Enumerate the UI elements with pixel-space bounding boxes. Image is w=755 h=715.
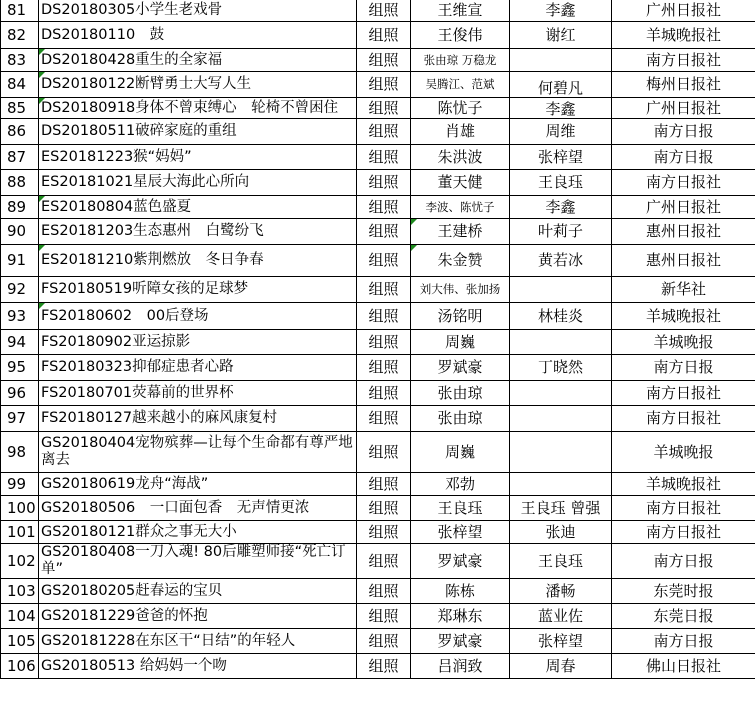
entry-publisher: 东莞时报 (612, 579, 755, 604)
entry-editor: 何碧凡 (510, 72, 612, 98)
entry-author: 郑琳东 (411, 604, 510, 629)
entry-category: 组照 (357, 496, 411, 521)
table-row (1, 654, 755, 679)
entry-editor: 蓝业佐 (510, 604, 612, 629)
entry-publisher: 南方日报 (612, 629, 755, 654)
entry-editor: 王良珏 曾强 (510, 496, 612, 521)
row-number: 89 (1, 196, 39, 219)
entry-publisher: 南方日报 (612, 544, 755, 579)
table-row (1, 119, 755, 145)
entry-category: 组照 (357, 406, 411, 432)
entry-author: 刘大伟、张加扬 (411, 277, 510, 303)
row-number: 87 (1, 145, 39, 170)
entry-publisher: 南方日报社 (612, 406, 755, 432)
entry-editor: 李鑫 (510, 196, 612, 219)
entry-title: GS20180408一刀入魂! 80后雕塑师接“死亡订单” (39, 544, 357, 579)
entry-publisher: 惠州日报社 (612, 219, 755, 245)
entry-author: 陈栋 (411, 579, 510, 604)
entry-title: DS20180122断臂勇士大写人生 (39, 72, 357, 98)
entry-author: 罗斌豪 (411, 355, 510, 381)
entry-author: 吕润致 (411, 654, 510, 679)
table-row (1, 544, 755, 579)
entry-title: DS20180110 鼓 (39, 22, 357, 49)
row-number: 93 (1, 303, 39, 330)
entry-category: 组照 (357, 579, 411, 604)
entry-publisher: 广州日报社 (612, 196, 755, 219)
entry-publisher: 南方日报 (612, 355, 755, 381)
table-row (1, 72, 755, 98)
entry-editor: 王良珏 (510, 170, 612, 196)
entry-editor: 谢红 (510, 22, 612, 49)
entry-publisher: 南方日报社 (612, 49, 755, 72)
entry-author: 王良珏 (411, 496, 510, 521)
entry-author: 朱洪波 (411, 145, 510, 170)
entry-category: 组照 (357, 22, 411, 49)
row-number: 104 (1, 604, 39, 629)
entry-title: FS20180602 00后登场 (39, 303, 357, 330)
entry-editor: 李鑫 (510, 0, 612, 22)
entry-author: 张由琼 (411, 381, 510, 406)
entry-author: 罗斌豪 (411, 544, 510, 579)
row-number: 106 (1, 654, 39, 679)
entry-category: 组照 (357, 170, 411, 196)
entry-editor: 周春 (510, 654, 612, 679)
entry-publisher: 南方日报社 (612, 521, 755, 544)
entry-publisher: 羊城晚报 (612, 432, 755, 473)
table-row (1, 473, 755, 496)
table-row (1, 406, 755, 432)
table-row (1, 245, 755, 277)
table-row (1, 629, 755, 654)
entry-publisher: 南方日报社 (612, 170, 755, 196)
entry-title: ES20181021星辰大海此心所向 (39, 170, 357, 196)
table-row (1, 219, 755, 245)
entry-author: 邓勃 (411, 473, 510, 496)
entry-author: 吴腾江、范斌 (411, 72, 510, 98)
entry-title: GS20181228在东区干“日结”的年轻人 (39, 629, 357, 654)
row-number: 82 (1, 22, 39, 49)
entry-author: 周巍 (411, 330, 510, 355)
entry-author: 汤铭明 (411, 303, 510, 330)
entry-category: 组照 (357, 432, 411, 473)
table-row (1, 330, 755, 355)
entry-editor (510, 473, 612, 496)
entry-title: FS20180323抑郁症患者心路 (39, 355, 357, 381)
entry-editor (510, 330, 612, 355)
row-number: 100 (1, 496, 39, 521)
entry-category: 组照 (357, 381, 411, 406)
table-row (1, 496, 755, 521)
entry-title: ES20180804蓝色盛夏 (39, 196, 357, 219)
row-number: 98 (1, 432, 39, 473)
entry-publisher: 南方日报社 (612, 496, 755, 521)
entry-author: 王维宣 (411, 0, 510, 22)
entry-editor: 叶莉子 (510, 219, 612, 245)
table-row (1, 98, 755, 119)
entry-title: ES20181203生态惠州 白鹭纷飞 (39, 219, 357, 245)
entry-author: 罗斌豪 (411, 629, 510, 654)
entry-title: DS20180428重生的全家福 (39, 49, 357, 72)
entry-publisher: 南方日报 (612, 145, 755, 170)
entry-category: 组照 (357, 654, 411, 679)
table-row (1, 196, 755, 219)
entry-publisher: 广州日报社 (612, 0, 755, 22)
row-number: 83 (1, 49, 39, 72)
entry-author: 李波、陈忧子 (411, 196, 510, 219)
table-row (1, 604, 755, 629)
entry-category: 组照 (357, 303, 411, 330)
entry-title: GS20180404宠物殡葬—让每个生命都有尊严地离去 (39, 432, 357, 473)
table-row (1, 22, 755, 49)
table-row (1, 579, 755, 604)
entry-category: 组照 (357, 330, 411, 355)
entry-publisher: 广州日报社 (612, 98, 755, 119)
entry-editor: 李鑫 (510, 98, 612, 119)
entry-title: DS20180918身体不曾束缚心 轮椅不曾困住 (39, 98, 357, 119)
table-row (1, 0, 755, 22)
row-number: 95 (1, 355, 39, 381)
row-number: 94 (1, 330, 39, 355)
entry-publisher: 梅州日报社 (612, 72, 755, 98)
row-number: 102 (1, 544, 39, 579)
entry-category: 组照 (357, 145, 411, 170)
entry-category: 组照 (357, 219, 411, 245)
entry-editor: 黄若冰 (510, 245, 612, 277)
entry-category: 组照 (357, 355, 411, 381)
entry-category: 组照 (357, 245, 411, 277)
entry-editor (510, 49, 612, 72)
entry-category: 组照 (357, 72, 411, 98)
entry-title: GS20181229爸爸的怀抱 (39, 604, 357, 629)
entry-category: 组照 (357, 119, 411, 145)
entry-category: 组照 (357, 604, 411, 629)
row-number: 99 (1, 473, 39, 496)
row-number: 105 (1, 629, 39, 654)
table-row (1, 432, 755, 473)
entry-title: DS20180305小学生老戏骨 (39, 0, 357, 22)
entry-editor (510, 406, 612, 432)
entry-editor (510, 381, 612, 406)
entry-publisher: 羊城晚报社 (612, 473, 755, 496)
row-number: 103 (1, 579, 39, 604)
entry-editor: 张梓望 (510, 629, 612, 654)
table-row (1, 303, 755, 330)
table-row (1, 145, 755, 170)
row-number: 97 (1, 406, 39, 432)
entry-category: 组照 (357, 277, 411, 303)
entry-editor: 林桂炎 (510, 303, 612, 330)
entry-title: GS20180121群众之事无大小 (39, 521, 357, 544)
table-row (1, 49, 755, 72)
entry-author: 周巍 (411, 432, 510, 473)
table-row (1, 277, 755, 303)
entry-title: FS20180127越来越小的麻风康复村 (39, 406, 357, 432)
entry-author: 张由琼 (411, 406, 510, 432)
entry-publisher: 羊城晚报 (612, 330, 755, 355)
entry-author: 张由琼 万稳龙 (411, 49, 510, 72)
row-number: 81 (1, 0, 39, 22)
entry-author: 张梓望 (411, 521, 510, 544)
row-number: 90 (1, 219, 39, 245)
entry-category: 组照 (357, 98, 411, 119)
table-row (1, 170, 755, 196)
entry-title: FS20180519听障女孩的足球梦 (39, 277, 357, 303)
entry-category: 组照 (357, 629, 411, 654)
row-number: 91 (1, 245, 39, 277)
row-number: 84 (1, 72, 39, 98)
row-number: 101 (1, 521, 39, 544)
entry-publisher: 南方日报 (612, 119, 755, 145)
entry-author: 王建桥 (411, 219, 510, 245)
table-row (1, 521, 755, 544)
entry-editor: 丁晓然 (510, 355, 612, 381)
entry-author: 朱金赞 (411, 245, 510, 277)
entry-publisher: 佛山日报社 (612, 654, 755, 679)
entry-title: DS20180511破碎家庭的重组 (39, 119, 357, 145)
entry-editor: 王良珏 (510, 544, 612, 579)
entry-title: GS20180619龙舟“海战” (39, 473, 357, 496)
entry-editor (510, 432, 612, 473)
entry-title: ES20181210紫荆燃放 冬日争春 (39, 245, 357, 277)
entry-publisher: 新华社 (612, 277, 755, 303)
entry-publisher: 南方日报社 (612, 381, 755, 406)
row-number: 85 (1, 98, 39, 119)
entry-category: 组照 (357, 521, 411, 544)
row-number: 96 (1, 381, 39, 406)
entry-author: 董天健 (411, 170, 510, 196)
entry-author: 王俊伟 (411, 22, 510, 49)
entry-title: FS20180902亚运掠影 (39, 330, 357, 355)
entry-title: GS20180513 给妈妈一个吻 (39, 654, 357, 679)
row-number: 92 (1, 277, 39, 303)
entry-publisher: 羊城晚报社 (612, 303, 755, 330)
entry-author: 肖雄 (411, 119, 510, 145)
entry-category: 组照 (357, 49, 411, 72)
entry-editor: 张梓望 (510, 145, 612, 170)
entry-editor: 张迪 (510, 521, 612, 544)
entry-category: 组照 (357, 196, 411, 219)
entry-title: ES20181223猴“妈妈” (39, 145, 357, 170)
entry-title: GS20180205赶春运的宝贝 (39, 579, 357, 604)
entry-category: 组照 (357, 473, 411, 496)
entry-publisher: 东莞日报 (612, 604, 755, 629)
entry-title: GS20180506 一口面包香 无声情更浓 (39, 496, 357, 521)
entry-editor (510, 277, 612, 303)
entry-author: 陈忧子 (411, 98, 510, 119)
entry-title: FS20180701荧幕前的世界杯 (39, 381, 357, 406)
entry-editor: 周维 (510, 119, 612, 145)
row-number: 88 (1, 170, 39, 196)
row-number: 86 (1, 119, 39, 145)
entry-category: 组照 (357, 0, 411, 22)
entry-category: 组照 (357, 544, 411, 579)
entry-editor: 潘畅 (510, 579, 612, 604)
entry-publisher: 羊城晚报社 (612, 22, 755, 49)
table-row (1, 381, 755, 406)
table-row (1, 355, 755, 381)
entry-publisher: 惠州日报社 (612, 245, 755, 277)
